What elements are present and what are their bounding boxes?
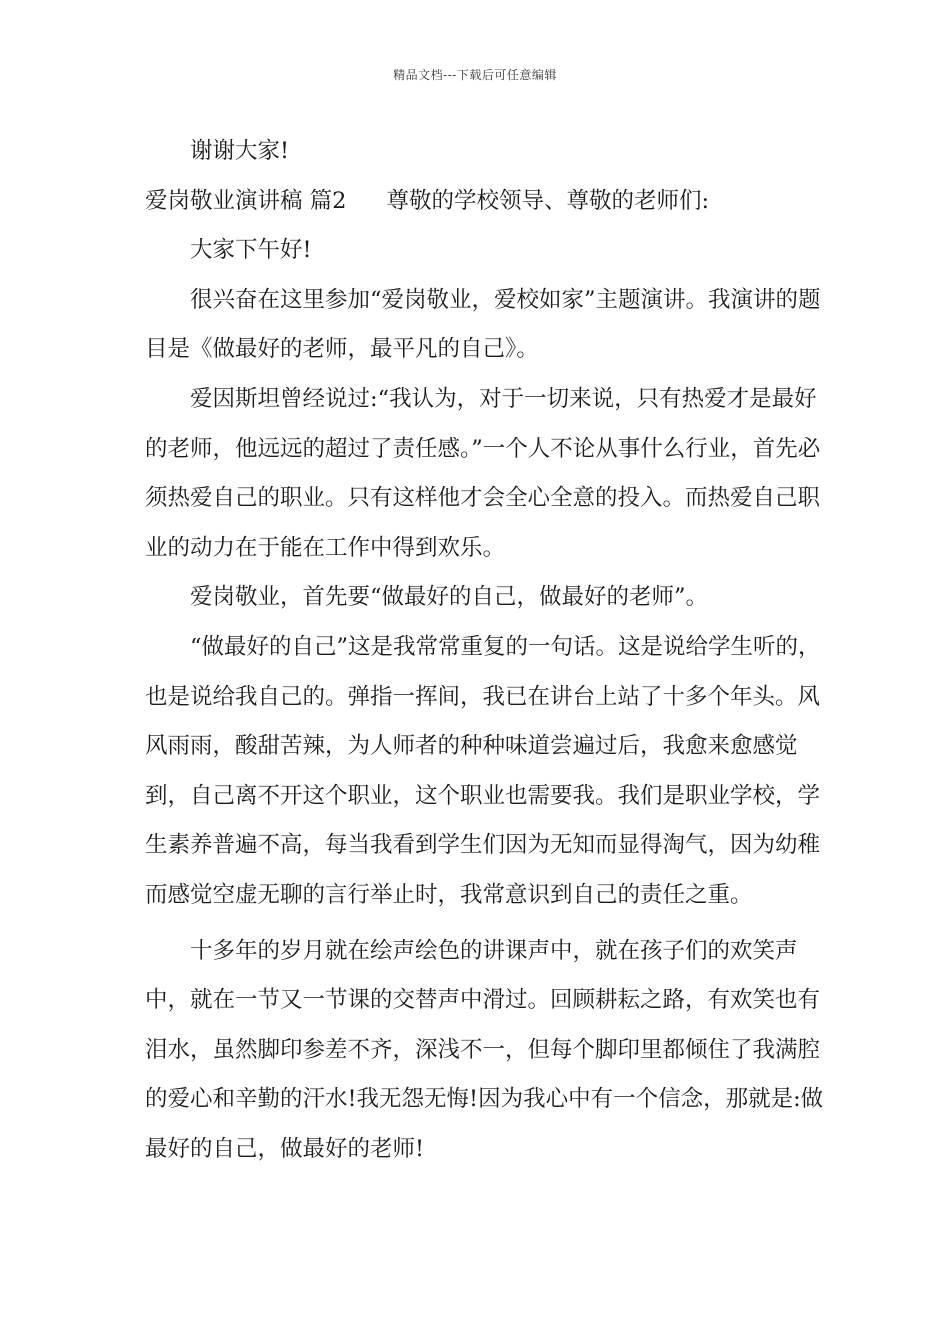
paragraph-thanks: 谢谢大家!: [190, 138, 290, 164]
paragraph-1: 很兴奋在这里参加“爱岗敬业，爱校如家”主题演讲。我演讲的题目是《做最好的老师，最平凡的自己》。: [145, 286, 821, 363]
paragraph-4: “做最好的自己”这是我常常重复的一句话。这是说给学生听的，也是说给我自己的。弹指一挥间，我已在讲台上站了十多个年头。风风雨雨，酸甜苦辣，为人师者的种种味道尝遍过后，我愈来愈感觉到，自己离不开这个职业，这个职业也需要我。我们是职业学校，学生素养普遍不高，每当我看到学生们因为无知而显得淘气，因为幼稚而感觉空虚无聊的言行举止时，我常意识到自己的责任之重。: [145, 633, 821, 908]
paragraph-5: 十多年的岁月就在绘声绘色的讲课声中，就在孩子们的欢笑声中，就在一节又一节课的交替声中滑过。回顾耕耘之路，有欢笑也有泪水，虽然脚印参差不齐，深浅不一，但每个脚印里都倾住了我满腔的爱心和辛勤的汗水!我无怨无悔!因为我心中有一个信念，那就是:做最好的自己，做最好的老师!: [145, 937, 824, 1162]
paragraph-3: 爱岗敬业，首先要“做最好的自己，做最好的老师”。: [190, 584, 709, 611]
speech-title: 爱岗敬业演讲稿 篇2: [145, 187, 347, 214]
salutation: 尊敬的学校领导、尊敬的老师们:: [386, 187, 710, 214]
document-body: [145, 127, 830, 1174]
paragraph-greeting: 大家下午好!: [190, 237, 312, 264]
paragraph-2: 爱因斯坦曾经说过:“我认为，对于一切来说，只有热爱才是最好的老师，他远远的超过了责任感。”一个人不论从事什么行业，首先必须热爱自己的职业。只有这样他才会全心全意的投入。而热爱自己职业的动力在于能在工作中得到欢乐。: [145, 385, 821, 561]
title-line: [145, 177, 830, 227]
page-header: 精品文档---下载后可任意编辑: [393, 68, 557, 82]
